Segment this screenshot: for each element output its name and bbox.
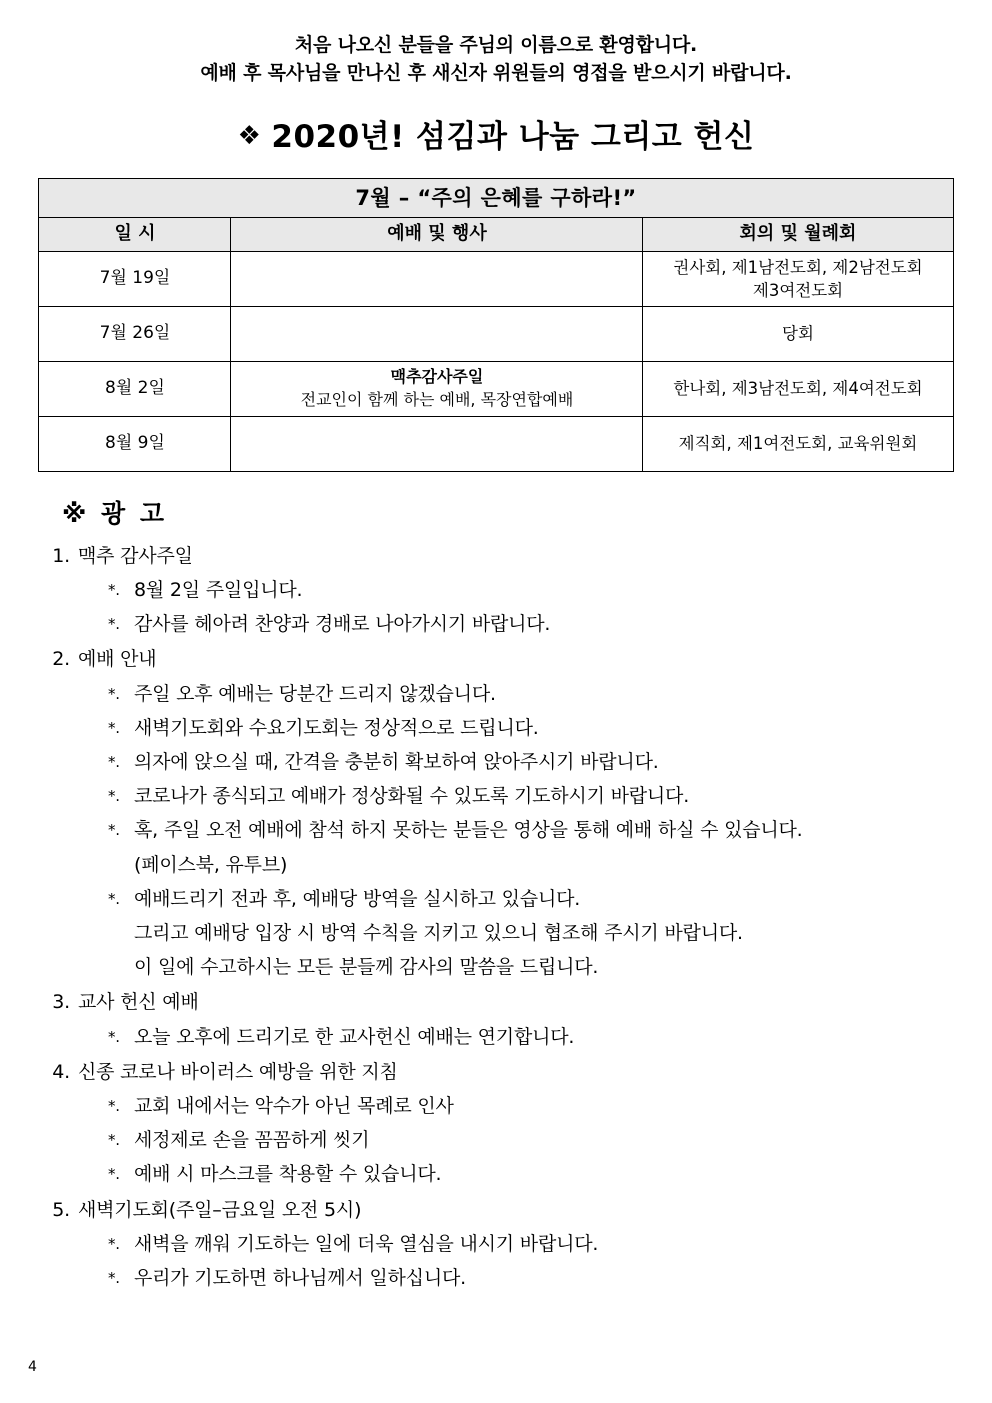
list-item xyxy=(42,573,954,607)
list-item xyxy=(42,711,954,745)
sub-item-text: 새벽을 깨워 기도하는 일에 더욱 열심을 내시기 바랍니다. xyxy=(134,1232,599,1255)
cell-meeting-line-2: 제3여전도회 xyxy=(752,280,844,300)
column-header-service: 예배 및 행사 xyxy=(231,218,643,251)
list-item xyxy=(42,643,954,984)
cell-event xyxy=(231,416,643,471)
sub-item-continuation: 이 일에 수고하시는 모든 분들께 감사의 말씀을 드립니다. xyxy=(134,956,599,979)
list-item xyxy=(42,779,954,813)
column-header-meeting: 회의 및 월례회 xyxy=(643,218,953,251)
sub-list xyxy=(42,573,954,641)
announcement-text: 신종 코로나 바이러스 예방을 위한 지침 xyxy=(78,1060,398,1083)
table-row xyxy=(39,306,953,361)
sub-item-continuation: (페이스북, 유투브) xyxy=(134,853,288,876)
cell-event xyxy=(231,306,643,361)
cell-meeting-line-1: 당회 xyxy=(782,324,814,344)
list-item xyxy=(42,1194,954,1296)
welcome-notice-line-2: 예배 후 목사님을 만나신 후 새신자 위원들의 영접을 받으시기 바랍니다. xyxy=(200,61,792,84)
star-bullet-icon: *. xyxy=(108,889,120,908)
star-bullet-icon: *. xyxy=(108,615,120,634)
announcement-heading xyxy=(42,1056,954,1089)
announcement-heading xyxy=(42,986,954,1019)
list-item xyxy=(42,1089,954,1123)
cell-date: 7월 19일 xyxy=(39,251,231,306)
announcement-text: 맥추 감사주일 xyxy=(78,544,193,567)
schedule-table xyxy=(38,178,953,472)
cell-event-text: 전교인이 함께 하는 예배, 목장연합예배 xyxy=(300,389,574,409)
cell-meeting xyxy=(643,251,953,306)
star-bullet-icon: *. xyxy=(108,787,120,806)
list-item xyxy=(42,745,954,779)
cell-event-bold: 맥추감사주일 xyxy=(390,367,484,387)
schedule-header-row xyxy=(39,218,953,251)
cell-date: 8월 2일 xyxy=(39,361,231,416)
cell-meeting-line-1: 제직회, 제1여전도회, 교육위원회 xyxy=(678,434,918,454)
sub-item-continuation: 그리고 예배당 입장 시 방역 수칙을 지키고 있으니 협조해 주시기 바랍니다. xyxy=(134,921,743,944)
announcement-text: 새벽기도회(주일–금요일 오전 5시) xyxy=(78,1198,362,1221)
announcement-text: 교사 헌신 예배 xyxy=(78,991,199,1014)
cell-meeting xyxy=(643,306,953,361)
welcome-notice xyxy=(38,0,954,87)
sub-item-text: 예배드리기 전과 후, 예배당 방역을 실시하고 있습니다. xyxy=(134,887,581,910)
star-bullet-icon: *. xyxy=(108,821,120,840)
list-item xyxy=(42,1123,954,1157)
cell-date: 7월 26일 xyxy=(39,306,231,361)
star-bullet-icon: *. xyxy=(108,1234,120,1253)
list-item xyxy=(42,1056,954,1192)
sub-list xyxy=(42,1020,954,1054)
list-item xyxy=(42,1020,954,1054)
page-number: 4 xyxy=(28,1359,37,1375)
star-bullet-icon: *. xyxy=(108,1131,120,1150)
announcements-title: ※ 광 고 xyxy=(62,498,168,528)
sub-item-text: 주일 오후 예배는 당분간 드리지 않겠습니다. xyxy=(134,682,496,705)
announcement-number: 3. xyxy=(52,991,70,1014)
cell-event xyxy=(231,251,643,306)
sub-item-text: 우리가 기도하면 하나님께서 일하십니다. xyxy=(134,1266,466,1289)
sub-item-text: 8월 2일 주일입니다. xyxy=(134,578,303,601)
sub-item-text: 새벽기도회와 수요기도회는 정상적으로 드립니다. xyxy=(134,716,539,739)
cell-meeting-line-1: 권사회, 제1남전도회, 제2남전도회 xyxy=(673,257,923,277)
announcement-number: 1. xyxy=(52,544,70,567)
announcement-heading xyxy=(42,1194,954,1227)
list-item xyxy=(42,986,954,1053)
star-bullet-icon: *. xyxy=(108,580,120,599)
sub-list xyxy=(42,677,954,985)
sub-item-text: 코로나가 종식되고 예배가 정상화될 수 있도록 기도하시기 바랍니다. xyxy=(134,785,690,808)
announcement-number: 5. xyxy=(52,1198,70,1221)
cell-date: 8월 9일 xyxy=(39,416,231,471)
cell-event xyxy=(231,361,643,416)
list-item xyxy=(42,540,954,642)
announcement-heading xyxy=(42,540,954,573)
star-bullet-icon: *. xyxy=(108,752,120,771)
list-item xyxy=(42,813,954,847)
list-item xyxy=(42,607,954,641)
sub-item-text: 의자에 앉으실 때, 간격을 충분히 확보하여 앉아주시기 바랍니다. xyxy=(134,750,659,773)
sub-item-text: 오늘 오후에 드리기로 한 교사헌신 예배는 연기합니다. xyxy=(134,1025,575,1048)
star-bullet-icon: *. xyxy=(108,1096,120,1115)
list-item xyxy=(42,1227,954,1261)
star-bullet-icon: *. xyxy=(108,684,120,703)
page-title-text: 2020년! 섬김과 나눔 그리고 헌신 xyxy=(271,119,755,156)
page-title xyxy=(38,111,954,156)
list-item xyxy=(42,1261,954,1295)
sub-item-text: 감사를 헤아려 찬양과 경배로 나아가시기 바랍니다. xyxy=(134,613,551,636)
announcement-text: 예배 안내 xyxy=(78,648,157,671)
table-row xyxy=(39,251,953,306)
schedule-caption-row xyxy=(39,179,953,218)
welcome-notice-line-1: 처음 나오신 분들을 주님의 이름으로 환영합니다. xyxy=(294,34,698,56)
star-bullet-icon: *. xyxy=(108,1165,120,1184)
sub-item-text: 세정제로 손을 꼼꼼하게 씻기 xyxy=(134,1129,370,1152)
star-bullet-icon: *. xyxy=(108,1268,120,1287)
star-bullet-icon: *. xyxy=(108,718,120,737)
list-item xyxy=(42,1157,954,1191)
sub-item-text: 예배 시 마스크를 착용할 수 있습니다. xyxy=(134,1163,442,1186)
column-header-date: 일 시 xyxy=(39,218,231,251)
sub-item-text: 교회 내에서는 악수가 아닌 목례로 인사 xyxy=(134,1094,454,1117)
announcement-heading xyxy=(42,643,954,676)
sub-list xyxy=(42,1227,954,1295)
diamond-bullet-icon: ❖ xyxy=(237,121,262,152)
schedule-caption: 7월 – “주의 은혜를 구하라!” xyxy=(39,179,953,218)
cell-meeting-line-1: 한나회, 제3남전도회, 제4여전도회 xyxy=(673,379,923,399)
sub-item-text: 혹, 주일 오전 예배에 참석 하지 못하는 분들은 영상을 통해 예배 하실 수 있습니다. xyxy=(134,819,803,842)
announcement-number: 4. xyxy=(52,1060,70,1083)
table-row xyxy=(39,361,953,416)
list-item xyxy=(42,677,954,711)
sub-list xyxy=(42,1089,954,1192)
list-item xyxy=(42,882,954,916)
announcements-list xyxy=(38,540,954,1295)
announcement-number: 2. xyxy=(52,648,70,671)
cell-meeting xyxy=(643,361,953,416)
star-bullet-icon: *. xyxy=(108,1027,120,1046)
cell-meeting xyxy=(643,416,953,471)
table-row xyxy=(39,416,953,471)
